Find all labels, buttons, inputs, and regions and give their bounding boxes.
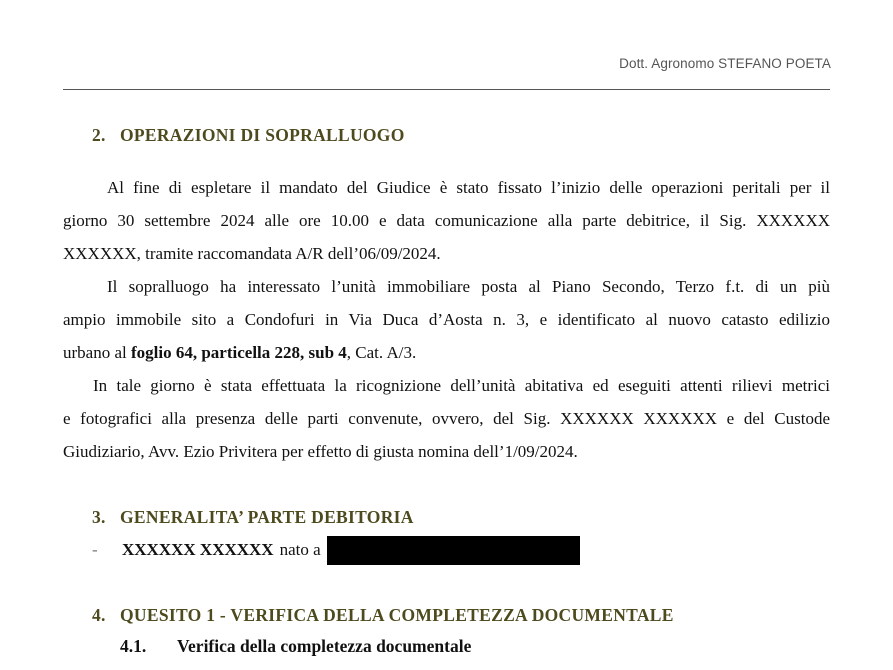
section-3-title: GENERALITA’ PARTE DEBITORIA: [120, 507, 414, 527]
section-4-heading: [92, 605, 674, 626]
paragraph-line: Il sopralluogo ha interessato l’unità immobiliare posta al Piano Secondo, Terzo f.t. di un più: [107, 277, 830, 296]
debtor-list-item: [92, 535, 580, 565]
author-header: Dott. Agronomo STEFANO POETA: [619, 56, 831, 71]
born-label: nato a: [279, 540, 321, 559]
header-divider: [63, 89, 830, 90]
cadastral-reference: foglio 64, particella 228, sub 4: [130, 343, 347, 362]
paragraph-line: Giudiziario, Avv. Ezio Privitera per effetto di giusta nomina dell’1/09/2024.: [63, 442, 578, 461]
section-2-number: 2.: [92, 125, 106, 145]
cadastral-suffix: , Cat. A/3.: [346, 343, 417, 362]
section-2-paragraph-1: [63, 171, 830, 270]
subsection-4-1-heading: [120, 636, 471, 657]
paragraph-line: e fotografici alla presenza delle parti convenute, ovvero, del Sig. XXXXXX XXXXXX e del Custode: [63, 409, 830, 428]
debtor-name: XXXXXX XXXXXX: [122, 540, 274, 559]
subsection-4-1-number: 4.1.: [120, 636, 147, 656]
section-4-number: 4.: [92, 605, 106, 625]
bullet-dash: -: [92, 540, 98, 559]
paragraph-line: giorno 30 settembre 2024 alle ore 10.00 e data comunicazione alla parte debitrice, il Sig. XXXXXX: [63, 211, 830, 230]
section-2-title: OPERAZIONI DI SOPRALLUOGO: [120, 125, 405, 145]
paragraph-line-cadastral: [63, 336, 830, 369]
subsection-4-1-title: Verifica della completezza documentale: [177, 636, 472, 656]
section-3-heading: [92, 507, 414, 528]
cadastral-prefix: urbano al: [63, 343, 131, 362]
section-2-paragraph-2: [63, 270, 830, 369]
section-2-heading: [92, 125, 405, 146]
paragraph-line: Al fine di espletare il mandato del Giudice è stato fissato l’inizio delle operazioni peritali per il: [107, 178, 830, 197]
paragraph-line: ampio immobile sito a Condofuri in Via Duca d’Aosta n. 3, e identificato al nuovo catasto edilizio: [63, 310, 830, 329]
paragraph-line: In tale giorno è stata effettuata la ricognizione dell’unità abitativa ed eseguiti attenti rilievi metrici: [93, 376, 830, 395]
paragraph-line: XXXXXX, tramite raccomandata A/R dell’06/09/2024.: [63, 244, 441, 263]
section-4-title: QUESITO 1 - VERIFICA DELLA COMPLETEZZA DOCUMENTALE: [120, 605, 674, 625]
redaction-bar: [327, 536, 580, 565]
section-3-number: 3.: [92, 507, 106, 527]
section-2-paragraph-3: [63, 369, 830, 468]
